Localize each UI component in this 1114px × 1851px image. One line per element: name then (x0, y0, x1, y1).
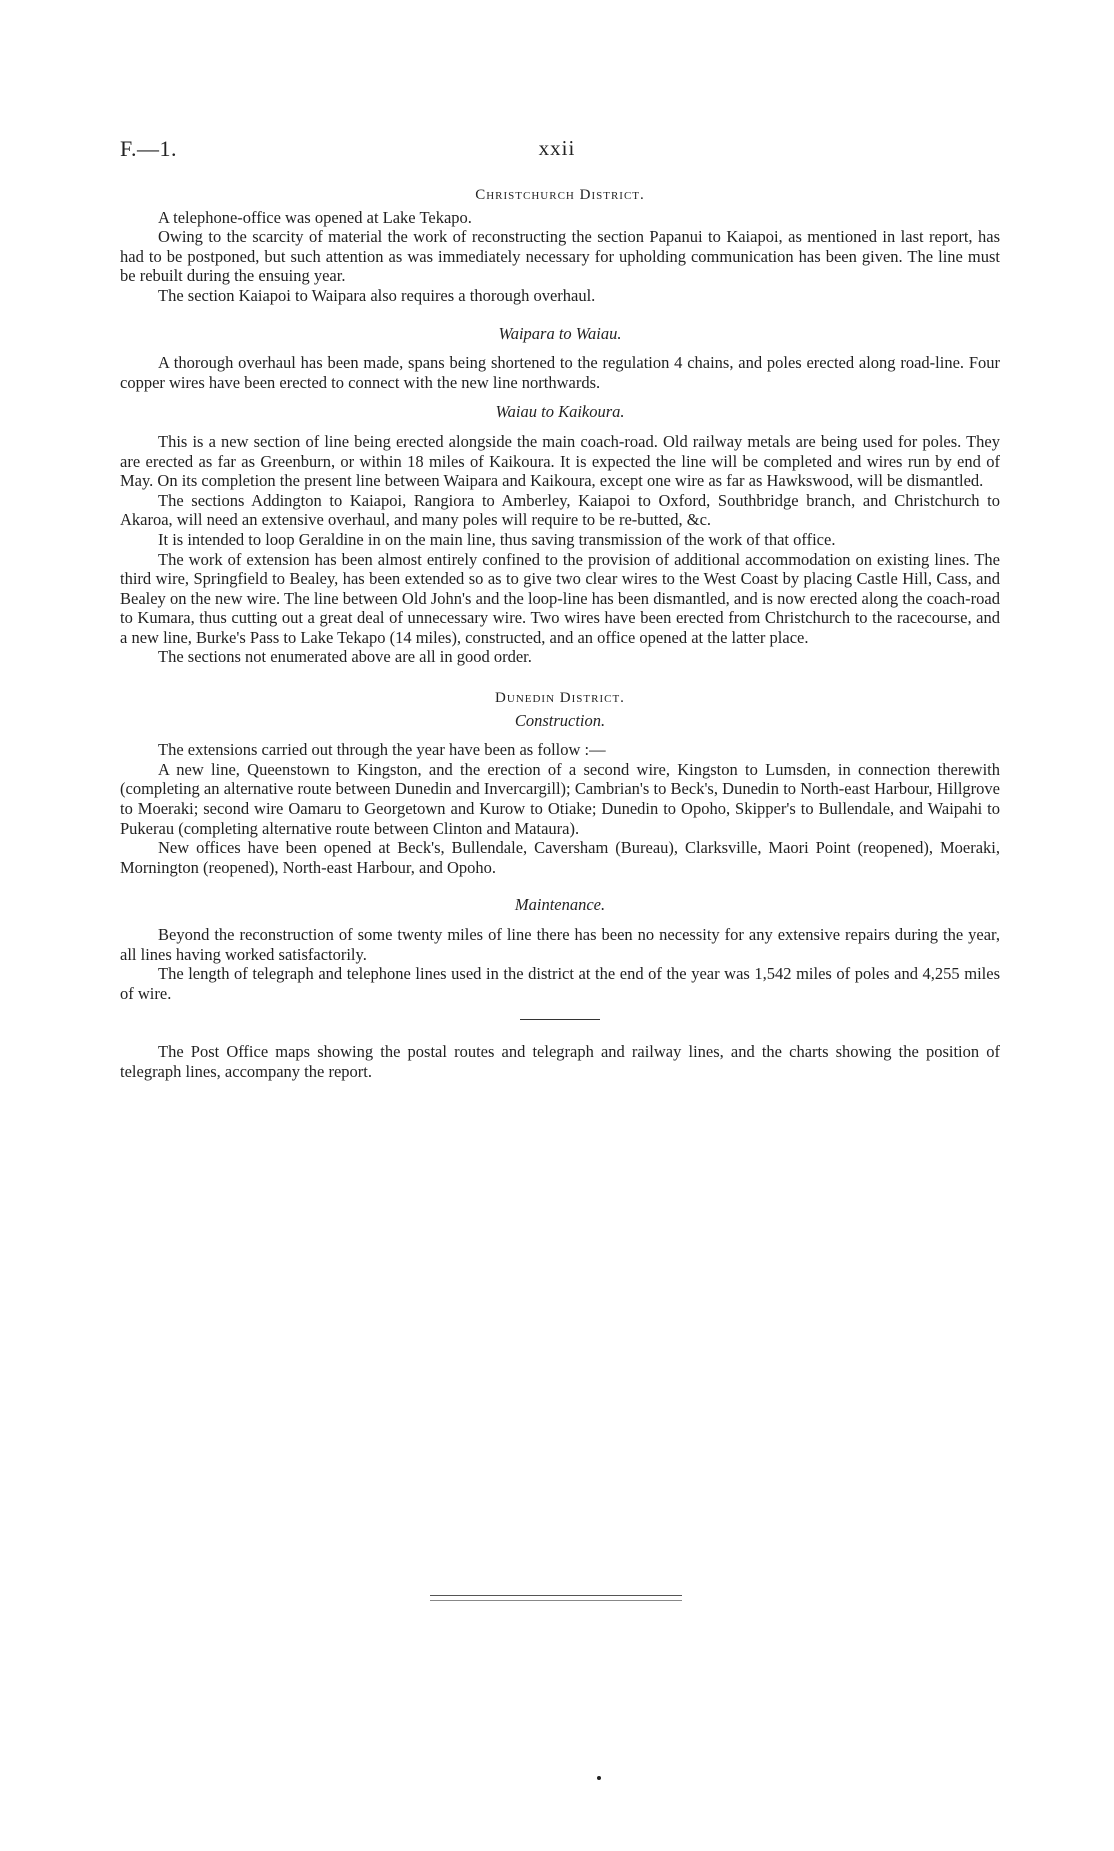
paragraph: The sections not enumerated above are all in good order. (158, 647, 532, 667)
paragraph: A thorough overhaul has been made, spans being shortened to the regulation 4 chains, and poles erected along road-line. Four copper wires have been erected to connect with the new line northwards. (120, 353, 1000, 392)
paragraph: A telephone-office was opened at Lake Tekapo. (158, 207, 472, 227)
paragraph: This is a new section of line being erected alongside the main coach-road. Old railway metals are being used for poles. They are erected as far as Greenburn, or within 18 miles of Kaikoura. It is expected the line will be completed and wires run by end of May. On its completion the present line between Waipara and Kaikoura, except one wire as far as Hawkswood, will be dismantled. (120, 431, 1000, 491)
page-header (0, 136, 1114, 166)
construction-heading: Construction. (514, 710, 606, 730)
paragraph: Beyond the reconstruction of some twenty miles of line there has been no necessity for any extensive repairs during the year, all lines having worked satisfactorily. (120, 925, 1000, 964)
waiau-to-kaikoura-heading: Waiau to Kaikoura. (495, 402, 625, 422)
paragraph: The sections Addington to Kaiapoi, Rangiora to Amberley, Kaiapoi to Oxford, Southbridge branch, and Christchurch to Akaroa, will need an extensive overhaul, and many poles will require to be re-butted, &c. (120, 490, 1000, 530)
paragraph: It is intended to loop Geraldine in on the main line, thus saving transmission of the work of that office. (158, 529, 836, 549)
end-rule (430, 1595, 682, 1596)
paragraph: The length of telegraph and telephone lines used in the district at the end of the year was 1,542 miles of poles and 4,255 miles of wire. (120, 964, 1000, 1003)
document-reference: F.—1. (120, 136, 177, 161)
waipara-to-waiau-heading: Waipara to Waiau. (498, 323, 622, 343)
document-body (120, 186, 1000, 1082)
dunedin-district-heading: Dunedin District. (495, 690, 625, 707)
paragraph: The section Kaiapoi to Waipara also requires a thorough overhaul. (158, 285, 596, 305)
paragraph: The work of extension has been almost entirely confined to the provision of additional accommodation on existing lines. The third wire, Springfield to Bealey, has been extended so as to give two clear wires to the West Coast by placing Castle Hill, Cass, and Bealey on the new wire. The line between Old John's and the loop-line has been dismantled, and is now erected along the coach-road to Kumara, thus cutting out a great deal of unnecessary wire. Two wires have been erected from Christchurch to the racecourse, and a new line, Burke's Pass to Lake Tekapo (14 miles), constructed, and an office opened at the latter place. (120, 549, 1000, 647)
maintenance-heading: Maintenance. (514, 895, 606, 915)
paragraph: A new line, Queenstown to Kingston, and the erection of a second wire, Kingston to Lumsden, in connection therewith (completing an alternative route between Dunedin and Invercargill); Cambrian's to Beck's, Dunedin to North-east Harbour, Hillgrove to Moeraki; second wire Oamaru to Georgetown and Kurow to Otiake; Dunedin to Opoho, Skipper's to Bullendale, and Waipahi to Pukerau (completing alternative route between Clinton and Mataura). (120, 759, 1000, 838)
christchurch-district-heading: Christchurch District. (475, 187, 645, 203)
closing-paragraph: The Post Office maps showing the postal routes and telegraph and railway lines, and the charts showing the position of telegraph lines, accompany the report. (120, 1042, 1000, 1081)
page-number: xxii (538, 136, 576, 160)
paragraph: The extensions carried out through the year have been as follow :— (158, 740, 606, 760)
paragraph: New offices have been opened at Beck's, Bullendale, Caversham (Bureau), Clarksville, Maori Point (reopened), Moeraki, Mornington (reopened), North-east Harbour, and Opoho. (120, 838, 1000, 877)
end-rule-secondary (430, 1600, 682, 1601)
paragraph: Owing to the scarcity of material the work of reconstructing the section Papanui to Kaiapoi, as mentioned in last report, has had to be postponed, but such attention as was immediately necessary for upholding communication has been given. The line must be rebuilt during the ensuing year. (120, 227, 1000, 286)
section-divider (520, 1019, 600, 1020)
printer-mark (597, 1776, 601, 1780)
